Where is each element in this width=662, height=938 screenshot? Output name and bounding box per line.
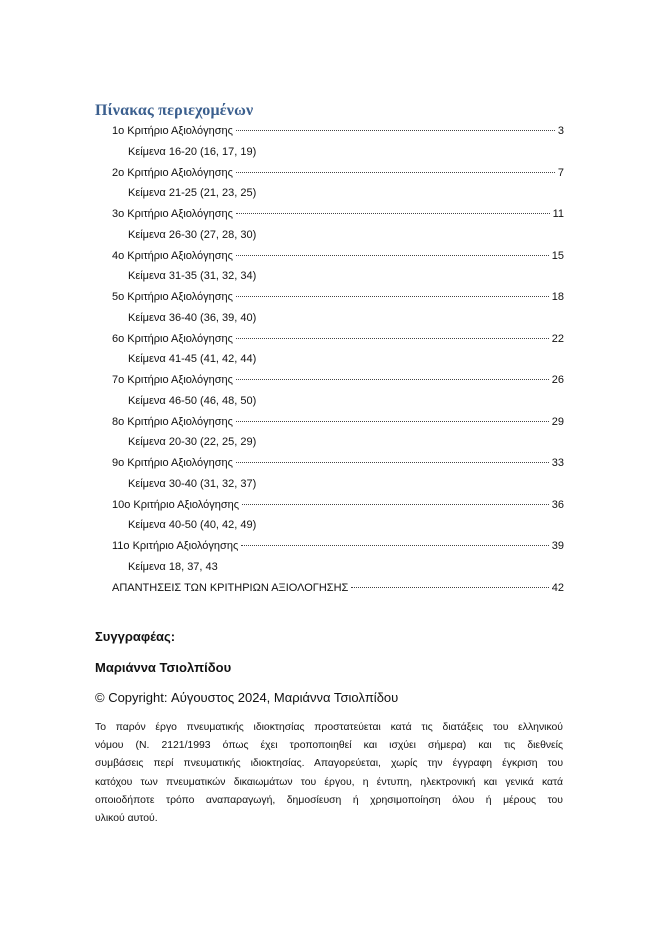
toc-entry-label: 3ο Κριτήριο Αξιολόγησης: [112, 208, 233, 220]
toc-entry-10[interactable]: [112, 498, 564, 512]
toc-entry-label: 9ο Κριτήριο Αξιολόγησης: [112, 457, 233, 469]
author-name: Μαριάννα Τσιολπίδου: [95, 660, 232, 675]
toc-entry-label: 11ο Κριτήριο Αξιολόγησης: [112, 540, 239, 552]
legal-line: νόμου (Ν. 2121/1993 όπως έχει τροποποιηθεί και ισχύει σήμερα) και τις διεθνείς: [95, 740, 563, 752]
toc-entry-page: 18: [551, 291, 564, 303]
toc-entry-label: 5ο Κριτήριο Αξιολόγησης: [112, 291, 233, 303]
toc-leader-dots: [351, 587, 548, 588]
toc-leader-dots: [236, 255, 549, 256]
toc-entry-5[interactable]: [112, 290, 564, 304]
toc-leader-dots: [236, 462, 549, 463]
copyright-notice: © Copyright: Αύγουστος 2024, Μαριάννα Τσιολπίδου: [95, 690, 399, 705]
toc-entry-4[interactable]: [112, 249, 564, 263]
toc-entry-label: 7ο Κριτήριο Αξιολόγησης: [112, 374, 233, 386]
toc-entry-page: 39: [551, 540, 564, 552]
toc-sub-entry: Κείμενα 30-40 (31, 32, 37): [128, 478, 257, 490]
toc-entry-page: 36: [551, 499, 564, 511]
legal-line: Το παρόν έργο πνευματικής ιδιοκτησίας προστατεύεται κατά τις διατάξεις του ελληνικού: [95, 722, 563, 733]
toc-entry-page: 3: [557, 125, 564, 137]
toc-entry-6[interactable]: [112, 332, 564, 346]
toc-sub-entry: Κείμενα 16-20 (16, 17, 19): [128, 146, 257, 158]
legal-line: κατόχου των πνευματικών δικαιωμάτων του έργου, η έντυπη, ηλεκτρονική και γενικά κατά: [95, 776, 563, 788]
toc-entry-label: 1ο Κριτήριο Αξιολόγησης: [112, 125, 233, 137]
toc-sub-entry: Κείμενα 40-50 (40, 42, 49): [128, 519, 257, 531]
toc-entry-label: 4ο Κριτήριο Αξιολόγησης: [112, 250, 233, 262]
toc-entry-page: 11: [552, 208, 564, 220]
toc-leader-dots: [236, 130, 555, 131]
toc-leader-dots: [236, 338, 549, 339]
toc-entry-9[interactable]: [112, 456, 564, 470]
toc-entry-label: 8ο Κριτήριο Αξιολόγησης: [112, 416, 233, 428]
toc-entry-answers[interactable]: [112, 581, 564, 595]
toc-leader-dots: [236, 421, 549, 422]
toc-entry-3[interactable]: [112, 207, 564, 221]
toc-entry-2[interactable]: [112, 166, 564, 180]
toc-entry-page: 33: [551, 457, 564, 469]
toc-sub-entry: Κείμενα 46-50 (46, 48, 50): [128, 395, 257, 407]
toc-entry-8[interactable]: [112, 415, 564, 429]
legal-line: οποιοδήποτε τρόπο αναπαραγωγή, δημοσίευση ή χρησιμοποίηση όλου ή μέρους του: [95, 794, 563, 806]
toc-sub-entry: Κείμενα 31-35 (31, 32, 34): [128, 270, 257, 282]
toc-entry-label: ΑΠΑΝΤΗΣΕΙΣ ΤΩΝ ΚΡΙΤΗΡΙΩΝ ΑΞΙΟΛΟΓΗΣΗΣ: [112, 582, 349, 594]
toc-entry-page: 26: [551, 374, 564, 386]
toc-entry-page: 29: [551, 416, 564, 428]
toc-leader-dots: [242, 504, 549, 505]
toc-leader-dots: [236, 213, 550, 214]
toc-leader-dots: [241, 545, 548, 546]
legal-line: υλικού αυτού.: [95, 813, 158, 825]
toc-sub-entry: Κείμενα 21-25 (21, 23, 25): [128, 187, 257, 199]
legal-line: συμβάσεις περί πνευματικής ιδιοκτησίας. Απαγορεύεται, χωρίς την έγγραφη έγκριση του: [95, 758, 563, 770]
toc-entry-page: 15: [551, 250, 564, 262]
toc-entry-label: 6ο Κριτήριο Αξιολόγησης: [112, 333, 233, 345]
toc-entry-label: 10ο Κριτήριο Αξιολόγησης: [112, 499, 240, 511]
toc-entry-page: 42: [551, 582, 564, 594]
toc-leader-dots: [236, 379, 549, 380]
toc-entry-page: 22: [551, 333, 564, 345]
toc-title: Πίνακας περιεχομένων: [95, 102, 254, 119]
toc-sub-entry: Κείμενα 41-45 (41, 42, 44): [128, 353, 257, 365]
toc-entry-11[interactable]: [112, 539, 564, 553]
author-heading: Συγγραφέας:: [95, 629, 176, 644]
toc-sub-entry: Κείμενα 20-30 (22, 25, 29): [128, 436, 257, 448]
toc-sub-entry: Κείμενα 36-40 (36, 39, 40): [128, 312, 257, 324]
toc-entry-page: 7: [557, 167, 564, 179]
legal-notice: [95, 719, 563, 828]
toc-entry-1[interactable]: [112, 124, 564, 138]
toc-leader-dots: [236, 296, 549, 297]
toc-sub-entry: Κείμενα 18, 37, 43: [128, 561, 218, 573]
toc-entry-7[interactable]: [112, 373, 564, 387]
toc-entry-label: 2ο Κριτήριο Αξιολόγησης: [112, 167, 233, 179]
toc-leader-dots: [236, 172, 555, 173]
toc-sub-entry: Κείμενα 26-30 (27, 28, 30): [128, 229, 257, 241]
